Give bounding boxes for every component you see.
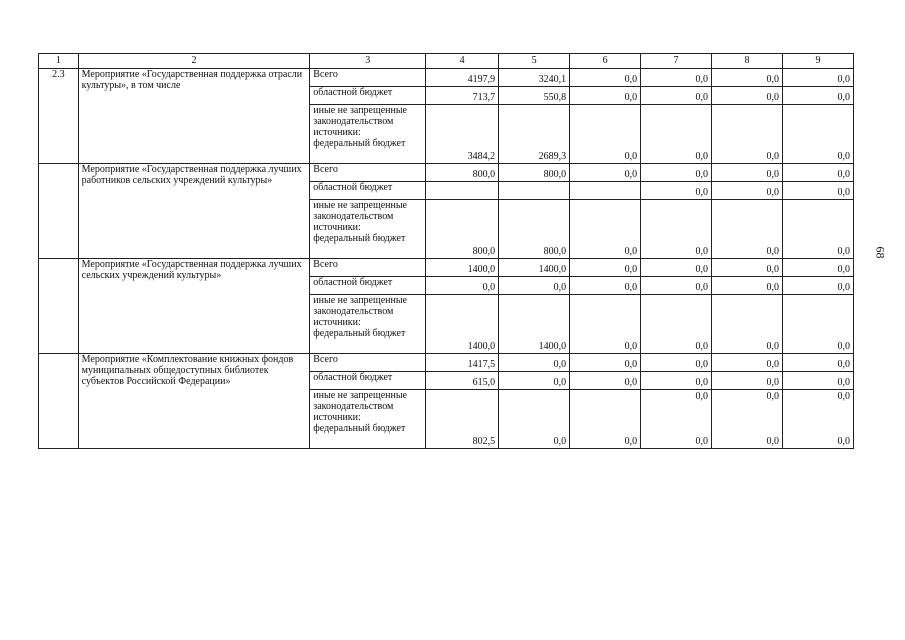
value-cell <box>641 200 712 259</box>
value-text: 3484,2 <box>467 151 496 162</box>
value-text: 1400,0 <box>467 341 496 352</box>
value-text: 0,0 <box>624 359 638 370</box>
funding-source: иные не запрещенные законодательством источники: федеральный бюджет <box>310 200 426 259</box>
value-text: 0,0 <box>695 151 709 162</box>
value-text: 0,0 <box>766 359 779 370</box>
value-cell <box>782 182 853 200</box>
value-cell-top: 0,0 <box>837 391 850 402</box>
value-text: 0,0 <box>766 169 779 180</box>
value-text: 0,0 <box>695 187 709 198</box>
value-text: 0,0 <box>837 169 850 180</box>
value-text: 550,8 <box>543 92 567 103</box>
value-cell <box>782 277 853 295</box>
value-cell <box>499 105 570 164</box>
value-cell <box>712 105 783 164</box>
value-text: 800,0 <box>472 246 496 257</box>
value-cell <box>570 372 641 390</box>
activity-name: Мероприятие «Государственная поддержка отрасли культуры», в том числе <box>78 69 310 164</box>
table-row <box>39 354 854 372</box>
value-cell <box>426 200 499 259</box>
funding-source: Всего <box>310 164 426 182</box>
value-text: 0,0 <box>766 187 779 198</box>
value-cell <box>499 69 570 87</box>
value-cell <box>712 164 783 182</box>
value-cell <box>782 295 853 354</box>
value-text: 0,0 <box>695 436 709 447</box>
value-text: 0,0 <box>766 92 779 103</box>
value-text: 800,0 <box>472 169 496 180</box>
value-text: 0,0 <box>837 246 850 257</box>
value-cell <box>570 105 641 164</box>
value-text: 0,0 <box>553 282 567 293</box>
row-index <box>39 164 79 259</box>
value-cell <box>641 259 712 277</box>
value-cell <box>782 259 853 277</box>
value-cell <box>570 390 641 449</box>
value-text: 0,0 <box>553 377 567 388</box>
value-text: 0,0 <box>695 74 709 85</box>
value-text: 0,0 <box>624 264 638 275</box>
value-cell <box>426 372 499 390</box>
value-text: 713,7 <box>472 92 496 103</box>
funding-source: иные не запрещенные законодательством источники: федеральный бюджет <box>310 295 426 354</box>
value-cell <box>570 182 641 200</box>
value-text: 0,0 <box>837 264 850 275</box>
header-cell: 9 <box>782 54 853 69</box>
row-index <box>39 354 79 449</box>
value-text: 1400,0 <box>538 341 567 352</box>
value-text: 1400,0 <box>538 264 567 275</box>
value-cell <box>641 164 712 182</box>
header-cell: 7 <box>641 54 712 69</box>
value-cell <box>641 182 712 200</box>
funding-source: Всего <box>310 69 426 87</box>
value-text: 0,0 <box>837 151 850 162</box>
value-cell <box>570 354 641 372</box>
value-cell <box>499 259 570 277</box>
value-text: 0,0 <box>766 341 779 352</box>
value-cell <box>641 295 712 354</box>
value-text: 4197,9 <box>467 74 496 85</box>
value-cell <box>499 277 570 295</box>
value-cell-top: 0,0 <box>695 391 709 402</box>
value-cell <box>499 390 570 449</box>
value-cell <box>782 372 853 390</box>
table-row <box>39 69 854 87</box>
value-cell <box>641 277 712 295</box>
value-text: 0,0 <box>695 169 709 180</box>
funding-source: областной бюджет <box>310 87 426 105</box>
value-text: 0,0 <box>553 359 567 370</box>
row-index <box>39 259 79 354</box>
value-cell <box>712 372 783 390</box>
value-text: 0,0 <box>766 246 779 257</box>
value-cell <box>712 259 783 277</box>
value-cell <box>712 182 783 200</box>
funding-source: Всего <box>310 354 426 372</box>
value-cell <box>426 354 499 372</box>
value-cell <box>426 105 499 164</box>
value-cell <box>570 277 641 295</box>
value-cell <box>570 69 641 87</box>
value-text: 0,0 <box>624 377 638 388</box>
value-cell <box>712 69 783 87</box>
value-text: 0,0 <box>695 341 709 352</box>
value-text: 0,0 <box>837 74 850 85</box>
value-text: 800,0 <box>543 169 567 180</box>
value-text: 0,0 <box>766 74 779 85</box>
value-cell <box>570 164 641 182</box>
value-cell <box>426 277 499 295</box>
value-text: 0,0 <box>766 377 779 388</box>
value-text: 0,0 <box>837 359 850 370</box>
value-text: 0,0 <box>624 246 638 257</box>
table-row <box>39 259 854 277</box>
value-text: 0,0 <box>695 282 709 293</box>
value-cell <box>499 182 570 200</box>
funding-source: Всего <box>310 259 426 277</box>
header-row <box>39 54 854 69</box>
table-body <box>39 54 854 449</box>
value-cell <box>641 354 712 372</box>
value-cell <box>782 354 853 372</box>
value-cell <box>426 164 499 182</box>
value-text: 0,0 <box>766 264 779 275</box>
value-cell <box>499 87 570 105</box>
value-cell <box>712 390 783 449</box>
value-text: 0,0 <box>624 74 638 85</box>
funding-source: областной бюджет <box>310 372 426 390</box>
value-cell-top: 0,0 <box>766 391 779 402</box>
value-text: 0,0 <box>695 92 709 103</box>
funding-source: иные не запрещенные законодательством источники: федеральный бюджет <box>310 105 426 164</box>
value-text: 0,0 <box>766 151 779 162</box>
value-text: 0,0 <box>624 92 638 103</box>
value-cell <box>641 87 712 105</box>
value-text: 0,0 <box>624 341 638 352</box>
value-cell <box>782 200 853 259</box>
value-cell <box>499 164 570 182</box>
value-cell <box>570 200 641 259</box>
page-number: 68 <box>873 246 888 259</box>
value-cell <box>782 164 853 182</box>
value-text: 0,0 <box>624 436 638 447</box>
value-cell <box>712 87 783 105</box>
value-text: 0,0 <box>695 359 709 370</box>
header-cell: 6 <box>570 54 641 69</box>
header-cell: 3 <box>310 54 426 69</box>
value-cell <box>641 390 712 449</box>
activity-name: Мероприятие «Комплектование книжных фондов муниципальных общедоступных библиотек субъектов Российской Федерации» <box>78 354 310 449</box>
value-cell <box>782 105 853 164</box>
value-cell <box>499 354 570 372</box>
table-row <box>39 164 854 182</box>
budget-table <box>38 53 854 449</box>
header-cell: 1 <box>39 54 79 69</box>
value-cell <box>641 372 712 390</box>
row-index: 2.3 <box>39 69 79 164</box>
value-text: 0,0 <box>695 246 709 257</box>
funding-source: областной бюджет <box>310 277 426 295</box>
value-cell <box>641 105 712 164</box>
value-text: 0,0 <box>482 282 496 293</box>
value-cell <box>426 295 499 354</box>
value-text: 0,0 <box>837 341 850 352</box>
value-cell <box>426 182 499 200</box>
value-cell <box>641 69 712 87</box>
value-text: 0,0 <box>766 282 779 293</box>
value-cell <box>426 390 499 449</box>
header-cell: 2 <box>78 54 310 69</box>
value-text: 2689,3 <box>538 151 567 162</box>
value-text: 0,0 <box>553 436 567 447</box>
value-cell <box>712 295 783 354</box>
activity-name: Мероприятие «Государственная поддержка лучших сельских учреждений культуры» <box>78 259 310 354</box>
value-cell <box>782 390 853 449</box>
value-cell <box>499 200 570 259</box>
value-cell <box>712 277 783 295</box>
value-text: 0,0 <box>695 264 709 275</box>
header-cell: 5 <box>499 54 570 69</box>
value-text: 0,0 <box>837 187 850 198</box>
value-text: 0,0 <box>695 377 709 388</box>
activity-name: Мероприятие «Государственная поддержка лучших работников сельских учреждений культуры» <box>78 164 310 259</box>
value-cell <box>712 354 783 372</box>
value-text: 1417,5 <box>467 359 496 370</box>
value-cell <box>570 259 641 277</box>
value-text: 0,0 <box>766 436 779 447</box>
value-text: 1400,0 <box>467 264 496 275</box>
value-text: 0,0 <box>837 436 850 447</box>
value-cell <box>782 69 853 87</box>
header-cell: 4 <box>426 54 499 69</box>
value-text: 0,0 <box>624 282 638 293</box>
value-cell <box>712 200 783 259</box>
funding-source: иные не запрещенные законодательством источники: федеральный бюджет <box>310 390 426 449</box>
header-cell: 8 <box>712 54 783 69</box>
value-cell <box>426 69 499 87</box>
value-cell <box>499 372 570 390</box>
value-text: 0,0 <box>837 282 850 293</box>
funding-source: областной бюджет <box>310 182 426 200</box>
value-cell <box>782 87 853 105</box>
value-text: 0,0 <box>837 92 850 103</box>
value-cell <box>499 295 570 354</box>
value-cell <box>570 87 641 105</box>
value-text: 615,0 <box>472 377 496 388</box>
value-cell <box>426 87 499 105</box>
value-text: 0,0 <box>624 151 638 162</box>
value-text: 0,0 <box>624 169 638 180</box>
value-text: 802,5 <box>472 436 496 447</box>
value-text: 3240,1 <box>538 74 567 85</box>
value-cell <box>570 295 641 354</box>
value-text: 0,0 <box>837 377 850 388</box>
value-cell <box>426 259 499 277</box>
value-text: 800,0 <box>543 246 567 257</box>
